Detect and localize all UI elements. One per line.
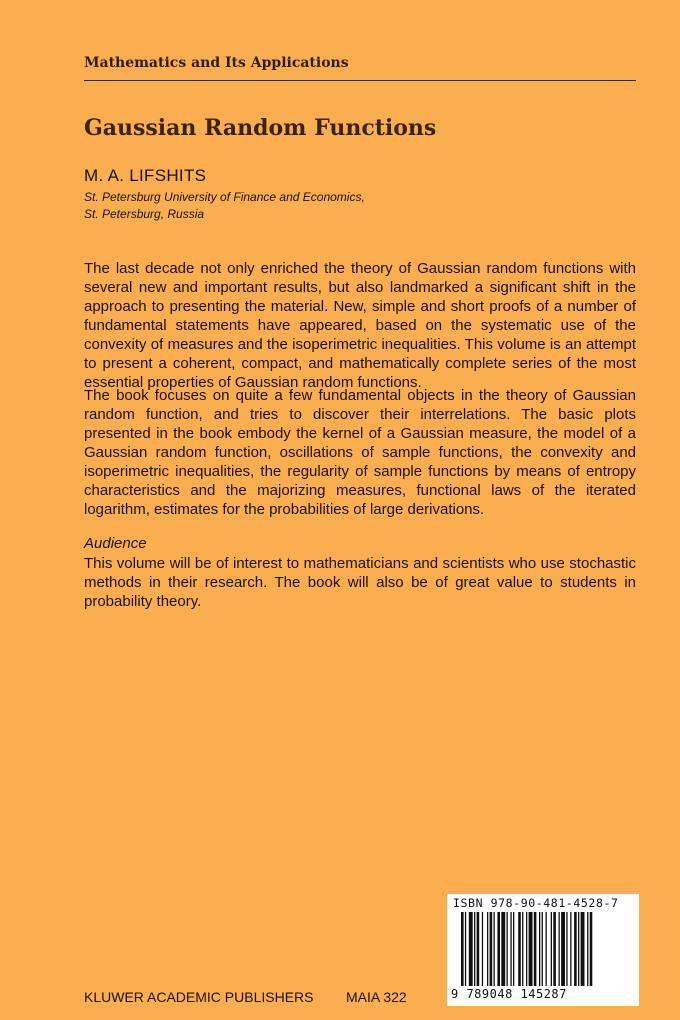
barcode-bar (529, 912, 533, 986)
book-title: Gaussian Random Functions (84, 115, 437, 141)
barcode-bar (534, 912, 537, 986)
description-paragraph: The book focuses on quite a few fundamental objects in the theory of Gaussian random function, and tries to discover their interrelations. The basic plots presented in the book embody the kernel of a Gaussian measure, the model of a Gaussian random function, oscillations of sample functions, the convexity and isoperimetric inequalities, the regularity of sample functions by means of entropy characteristics and the majorizing measures, functional laws of the iterated logarithm, estimates for the probabilities of large derivations. (84, 387, 636, 518)
barcode-bar (539, 912, 540, 986)
isbn-label: ISBN 978-90-481-4528-7 (453, 896, 619, 910)
barcode-bar (546, 912, 547, 986)
audience-paragraph: This volume will be of interest to mathematicians and scientists who use stochastic methods in their research. The book will also be of great value to students in probability theory. (84, 555, 636, 610)
affiliation-line: St. Petersburg, Russia (84, 207, 205, 221)
author-affiliation (84, 189, 484, 223)
barcode-bar (551, 912, 552, 986)
barcode-bar (559, 912, 560, 986)
barcode-bar (482, 912, 483, 986)
barcode-bar (494, 912, 495, 986)
barcode-number: 9 789048 145287 (451, 987, 567, 1001)
barcode-bar (507, 912, 508, 986)
barcode-bar (490, 912, 493, 986)
barcode-bar (553, 912, 556, 986)
barcode-bar (561, 912, 565, 986)
series-title: Mathematics and Its Applications (84, 55, 349, 71)
barcode-bar (461, 912, 464, 986)
series-code: MAIA 322 (346, 989, 407, 1005)
header-rule (84, 80, 636, 81)
barcode-bar (510, 912, 511, 986)
barcode-bar (590, 912, 593, 986)
barcode-bar (542, 912, 543, 986)
barcode-bar (477, 912, 480, 986)
barcode-bar (465, 912, 466, 986)
barcode-bar (566, 912, 567, 986)
description-paragraph: The last decade not only enriched the theory of Gaussian random functions with several new and important results, but also landmarked a significant shift in the approach to presenting the material. New, simple and short proofs of a number of fundamental statements have appeared, based on the systematic use of the convexity of measures and the isoperimetric inequalities. This volume is an attempt to present a coherent, compact, and mathematically complete series of the most essential properties of Gaussian random functions. (84, 260, 636, 391)
publisher-name: KLUWER ACADEMIC PUBLISHERS (84, 989, 314, 1005)
barcode-bar (501, 912, 505, 986)
barcode-bar (513, 912, 514, 986)
barcode-bar (578, 912, 579, 986)
barcode-bar (570, 912, 571, 986)
barcode-bar (587, 912, 588, 986)
barcode-bar (522, 912, 523, 986)
barcode-bar (518, 912, 521, 986)
barcode-bar (469, 912, 473, 986)
barcode-bar (487, 912, 488, 986)
barcode-bar (526, 912, 527, 986)
isbn-barcode (447, 894, 639, 1006)
audience-heading: Audience (84, 535, 147, 552)
barcode-bar (581, 912, 585, 986)
barcode-bar (474, 912, 475, 986)
author-name: M. A. LIFSHITS (84, 166, 207, 185)
barcode-bar (574, 912, 577, 986)
barcode-bar (497, 912, 500, 986)
affiliation-line: St. Petersburg University of Finance and Economics, (84, 190, 365, 204)
